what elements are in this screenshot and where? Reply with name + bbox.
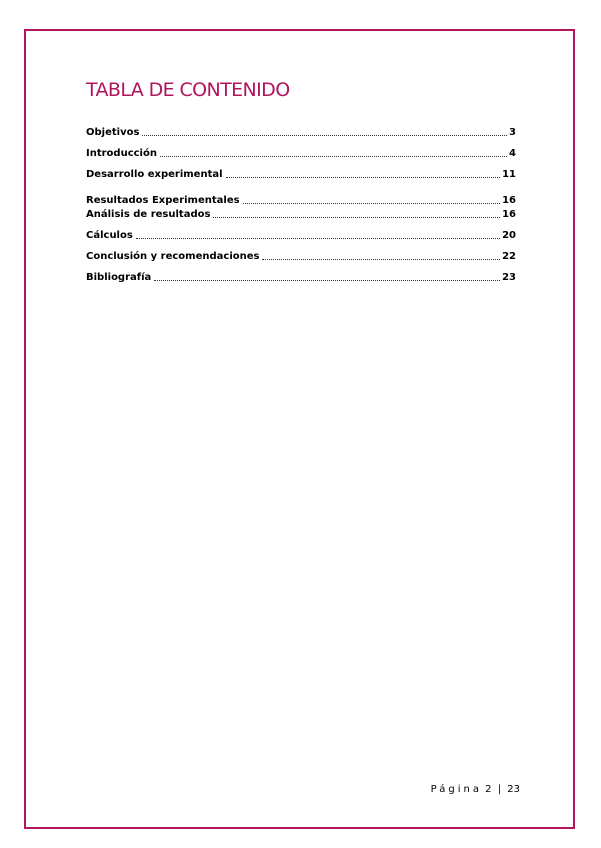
- toc-entry-conclusion-y-recomendaciones[interactable]: [86, 249, 516, 263]
- footer-page-word: Página: [430, 784, 482, 795]
- toc-dot-leader: [213, 217, 500, 218]
- toc-entry-bibliografia[interactable]: [86, 270, 516, 284]
- toc-dot-leader: [243, 203, 501, 204]
- toc-entry-page: 23: [502, 272, 516, 283]
- toc-dot-leader: [160, 156, 507, 157]
- toc-entry-objetivos[interactable]: [86, 125, 516, 139]
- toc-entry-label: Análisis de resultados: [86, 209, 211, 220]
- toc-entry-calculos[interactable]: [86, 228, 516, 242]
- toc-entry-page: 22: [502, 251, 516, 262]
- toc-entry-label: Objetivos: [86, 127, 140, 138]
- page-footer: [390, 784, 520, 795]
- toc-entry-resultados-experimentales[interactable]: [86, 193, 516, 207]
- toc-entry-page: 3: [509, 127, 516, 138]
- toc-entry-page: 4: [509, 148, 516, 159]
- footer-separator: |: [497, 784, 502, 795]
- toc-dot-leader: [262, 259, 500, 260]
- toc-entry-page: 11: [502, 169, 516, 180]
- toc-entry-analisis-de-resultados[interactable]: [86, 207, 516, 221]
- toc-entry-label: Conclusión y recomendaciones: [86, 251, 260, 262]
- toc-entry-page: 20: [502, 230, 516, 241]
- toc-entry-page: 16: [502, 209, 516, 220]
- toc-dot-leader: [136, 238, 500, 239]
- toc-title: TABLA DE CONTENIDO: [86, 79, 290, 101]
- toc-dot-leader: [154, 280, 500, 281]
- toc-entry-introduccion[interactable]: [86, 146, 516, 160]
- toc-dot-leader: [142, 135, 507, 136]
- toc-entry-desarrollo-experimental[interactable]: [86, 167, 516, 181]
- toc-entry-page: 16: [502, 195, 516, 206]
- toc-entry-label: Desarrollo experimental: [86, 169, 223, 180]
- footer-total-pages: 23: [507, 784, 520, 795]
- toc-entry-label: Bibliografía: [86, 272, 152, 283]
- toc-dot-leader: [226, 177, 501, 178]
- footer-current-page: 2: [485, 784, 492, 795]
- toc-entry-label: Cálculos: [86, 230, 133, 241]
- toc-entry-label: Resultados Experimentales: [86, 195, 240, 206]
- toc-entry-label: Introducción: [86, 148, 157, 159]
